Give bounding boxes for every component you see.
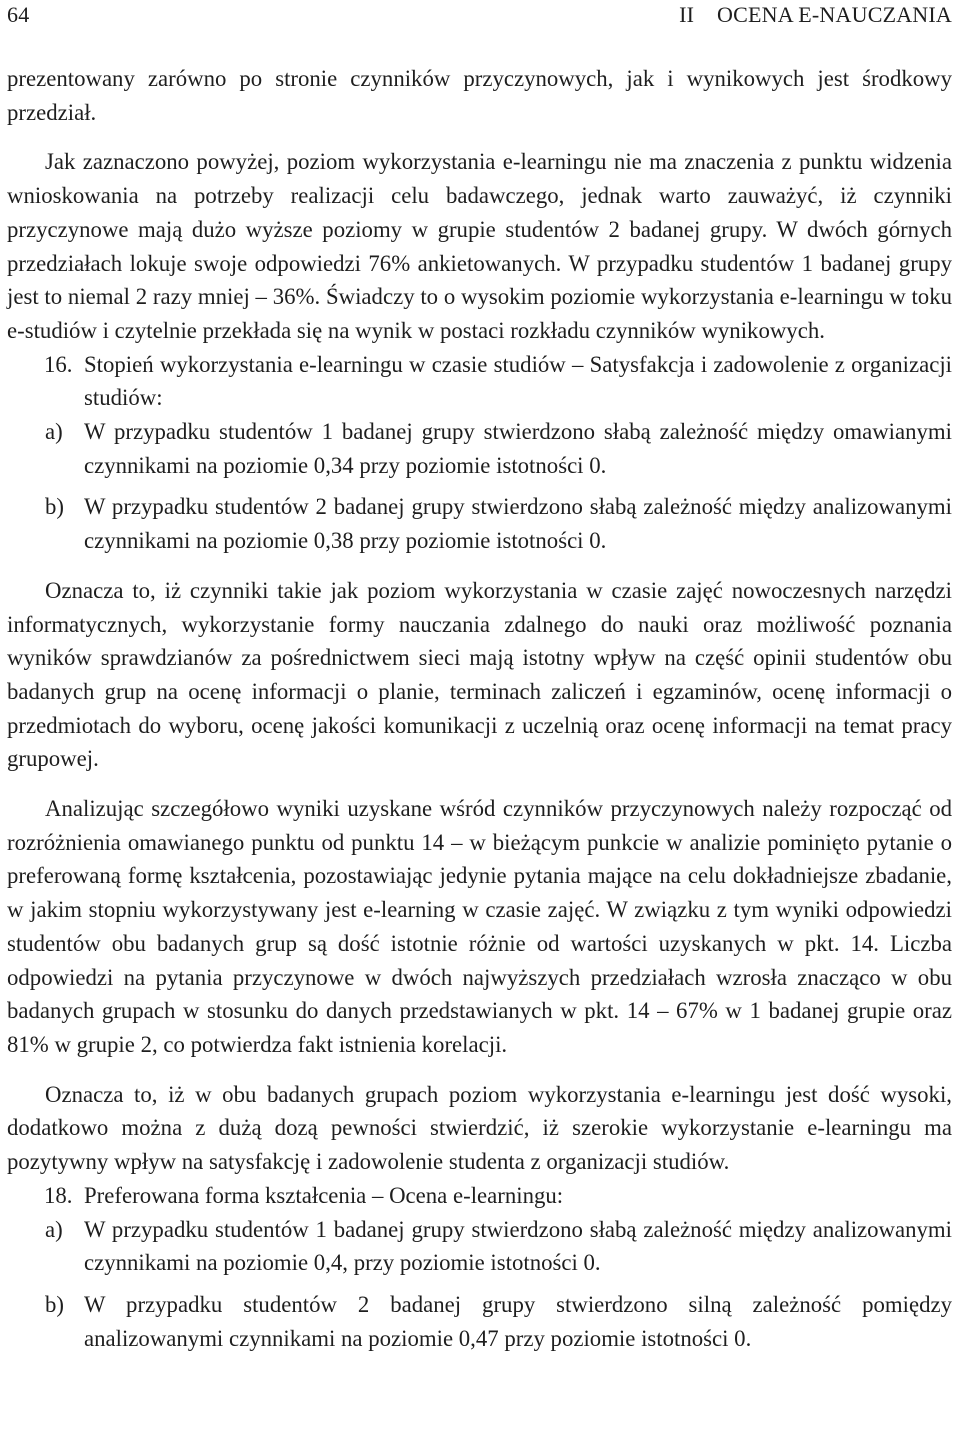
list-item-16 [7,348,952,415]
list-item-16-number: 16. [44,351,73,377]
list-item-18b-letter: b) [45,1291,64,1317]
list-item-18b-text: W przypadku studentów 2 badanej grupy stwierdzono silną zależność pomiędzy analizowanymi czynnikami na poziomie 0,47 przy poziomie istotności 0. [84,1291,952,1351]
list-item-18a-letter: a) [45,1216,63,1242]
paragraph-5: Oznacza to, iż w obu badanych grupach poziom wykorzystania e-learningu jest dość wysoki, dodatkowo można z dużą dozą pewności stwierdzić, iż szerokie wykorzystanie e-learningu ma pozytywny wpływ na satysfakcję i zadowolenie studenta z organizacji studiów. [7,1081,952,1175]
list-item-18-title: Preferowana forma kształcenia – Ocena e-learningu: [84,1182,564,1208]
paragraph-1: prezentowany zarówno po stronie czynników przyczynowych, jak i wynikowych jest środkowy przedział. [7,66,952,125]
list-item-16a-letter: a) [45,419,63,445]
page-number: 64 [7,2,30,27]
list-item-16-title: Stopień wykorzystania e-learningu w czasie studiów – Satysfakcja i zadowolenie z organizacji studiów: [84,351,952,411]
paragraph-3: Oznacza to, iż czynniki takie jak poziom wykorzystania w czasie zajęć nowoczesnych narzędzi informatycznych, wykorzystanie formy nauczania zdalnego do nauki oraz możliwość poznania wyników sprawdzianów za pośrednictwem sieci mają istotny wpływ na część opinii studentów obu badanych grup na ocenę informacji o planie, terminach zaliczeń i egzaminów, ocenę informacji o przedmiotach do wyboru, ocenę jakości komunikacji z uczelnią oraz ocenę informacji na temat pracy grupowej. [7,577,952,772]
list-item-16a-text: W przypadku studentów 1 badanej grupy stwierdzono słabą zależność między omawianymi czynnikami na poziomie 0,34 przy poziomie istotności 0. [84,419,952,478]
body-text [7,62,952,1355]
list-item-16b-letter: b) [45,494,64,520]
list-item-16b-text: W przypadku studentów 2 badanej grupy stwierdzono słabą zależność między analizowanymi czynnikami na poziomie 0,38 przy poziomie istotności 0. [84,494,952,554]
running-head: II OCENA E-NAUCZANIA [679,2,952,27]
paragraph-4: Analizując szczegółowo wyniki uzyskane wśród czynników przyczynowych należy rozpocząć od rozróżnienia omawianego punktu od punktu 14 – w bieżącym punkcie w analizie pominięto pytanie o preferowaną formę kształcenia, pozostawiając jedynie pytania mające na celu dokładniejsze zbadanie, w jakim stopniu wykorzystywany jest e-learning w czasie zajęć. W związku z tym wyniki odpowiedzi studentów obu badanych grup są dość istotnie różnie od wartości uzyskanych w pkt. 14. Liczba odpowiedzi na pytania przyczynowe w dwóch najwyższych przedziałach wzrosła znacząco w obu badanych grupach w stosunku do danych przedstawianych w pkt. 14 – 67% w 1 badanej grupie oraz 81% w grupie 2, co potwierdza fakt istnienia korelacji. [7,796,952,1057]
list-item-16b [7,490,952,557]
list-item-18a-text: W przypadku studentów 1 badanej grupy stwierdzono słabą zależność między analizowanymi czynnikami na poziomie 0,4, przy poziomie istotności 0. [84,1216,952,1276]
list-item-18b [7,1288,952,1355]
paragraph-2: Jak zaznaczono powyżej, poziom wykorzystania e-learningu nie ma znaczenia z punktu widzenia wnioskowania na potrzeby realizacji celu badawczego, jednak warto zauważyć, iż czynniki przyczynowe mają dużo wyższe poziomy w grupie studentów 2 badanej grupy. W dwóch górnych przedziałach lokuje swoje odpowiedzi 76% ankietowanych. W przypadku studentów 1 badanej grupy jest to niemal 2 razy mniej – 36%. Świadczy to o wysokim poziomie wykorzystania e-learningu w toku e-studiów i czytelnie przekłada się na wynik w postaci rozkładu czynników wynikowych. [7,149,952,343]
list-item-18 [7,1179,952,1213]
list-item-16a [7,415,952,482]
page-header [7,0,952,32]
list-item-18a [7,1213,952,1280]
list-item-18-number: 18. [44,1182,73,1208]
